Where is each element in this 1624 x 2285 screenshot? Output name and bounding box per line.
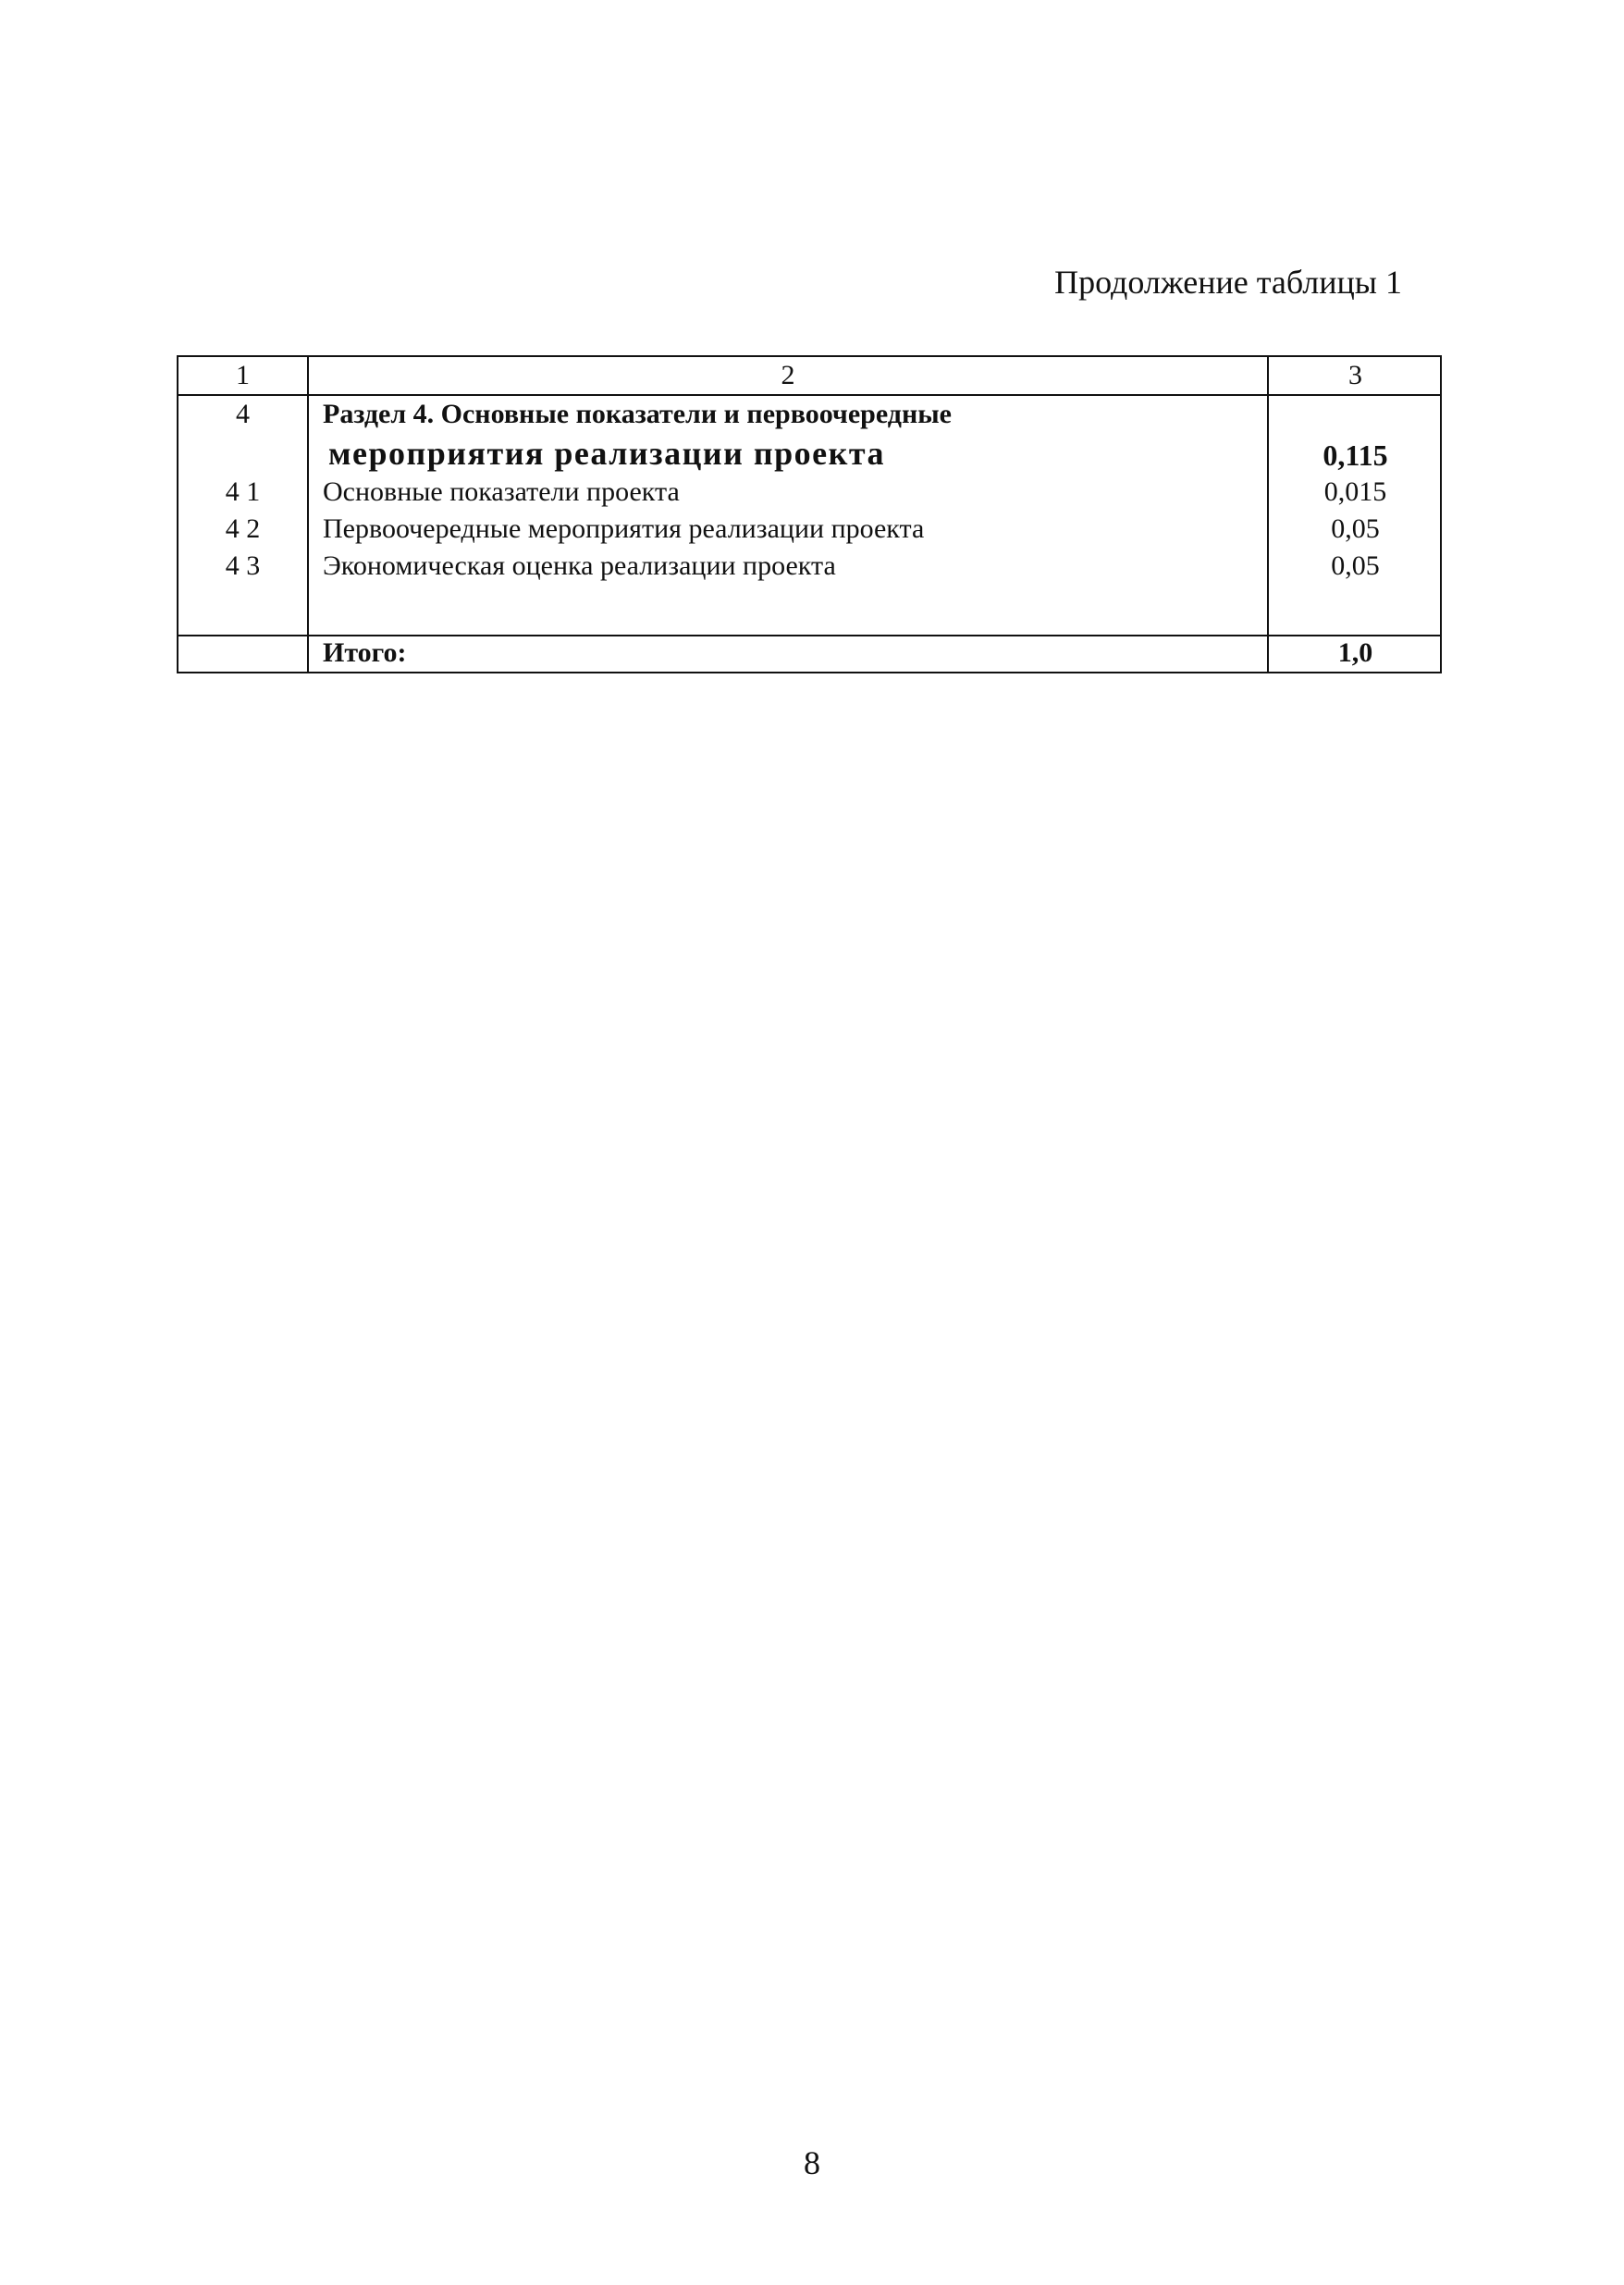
row-value: 0,015 (1323, 476, 1387, 507)
total-label: Итого: (323, 637, 407, 668)
row-value: 0,05 (1331, 550, 1380, 581)
page-number: 8 (804, 2144, 820, 2181)
row-number: 4 2 (225, 513, 261, 544)
row-text: Экономическая оценка реализации проекта (323, 550, 836, 581)
column-divider (307, 357, 309, 672)
row-value: 0,05 (1331, 513, 1380, 544)
section-title-line1: Раздел 4. Основные показатели и первоочередные (323, 399, 952, 429)
section-number: 4 (236, 399, 250, 429)
row-text: Основные показатели проекта (323, 476, 680, 507)
total-value: 1,0 (1337, 637, 1373, 668)
section-title-line2: мероприятия реализации проекта (328, 435, 885, 472)
data-table (177, 355, 1442, 673)
header-col-1: 1 (236, 360, 250, 390)
header-col-3: 3 (1348, 360, 1362, 390)
section-value: 0,115 (1323, 438, 1388, 472)
row-text: Первоочередные мероприятия реализации проекта (323, 513, 925, 544)
table-caption: Продолжение таблицы 1 (1054, 264, 1402, 301)
row-number: 4 1 (225, 476, 261, 507)
header-col-2: 2 (781, 360, 795, 390)
row-number: 4 3 (225, 550, 261, 581)
